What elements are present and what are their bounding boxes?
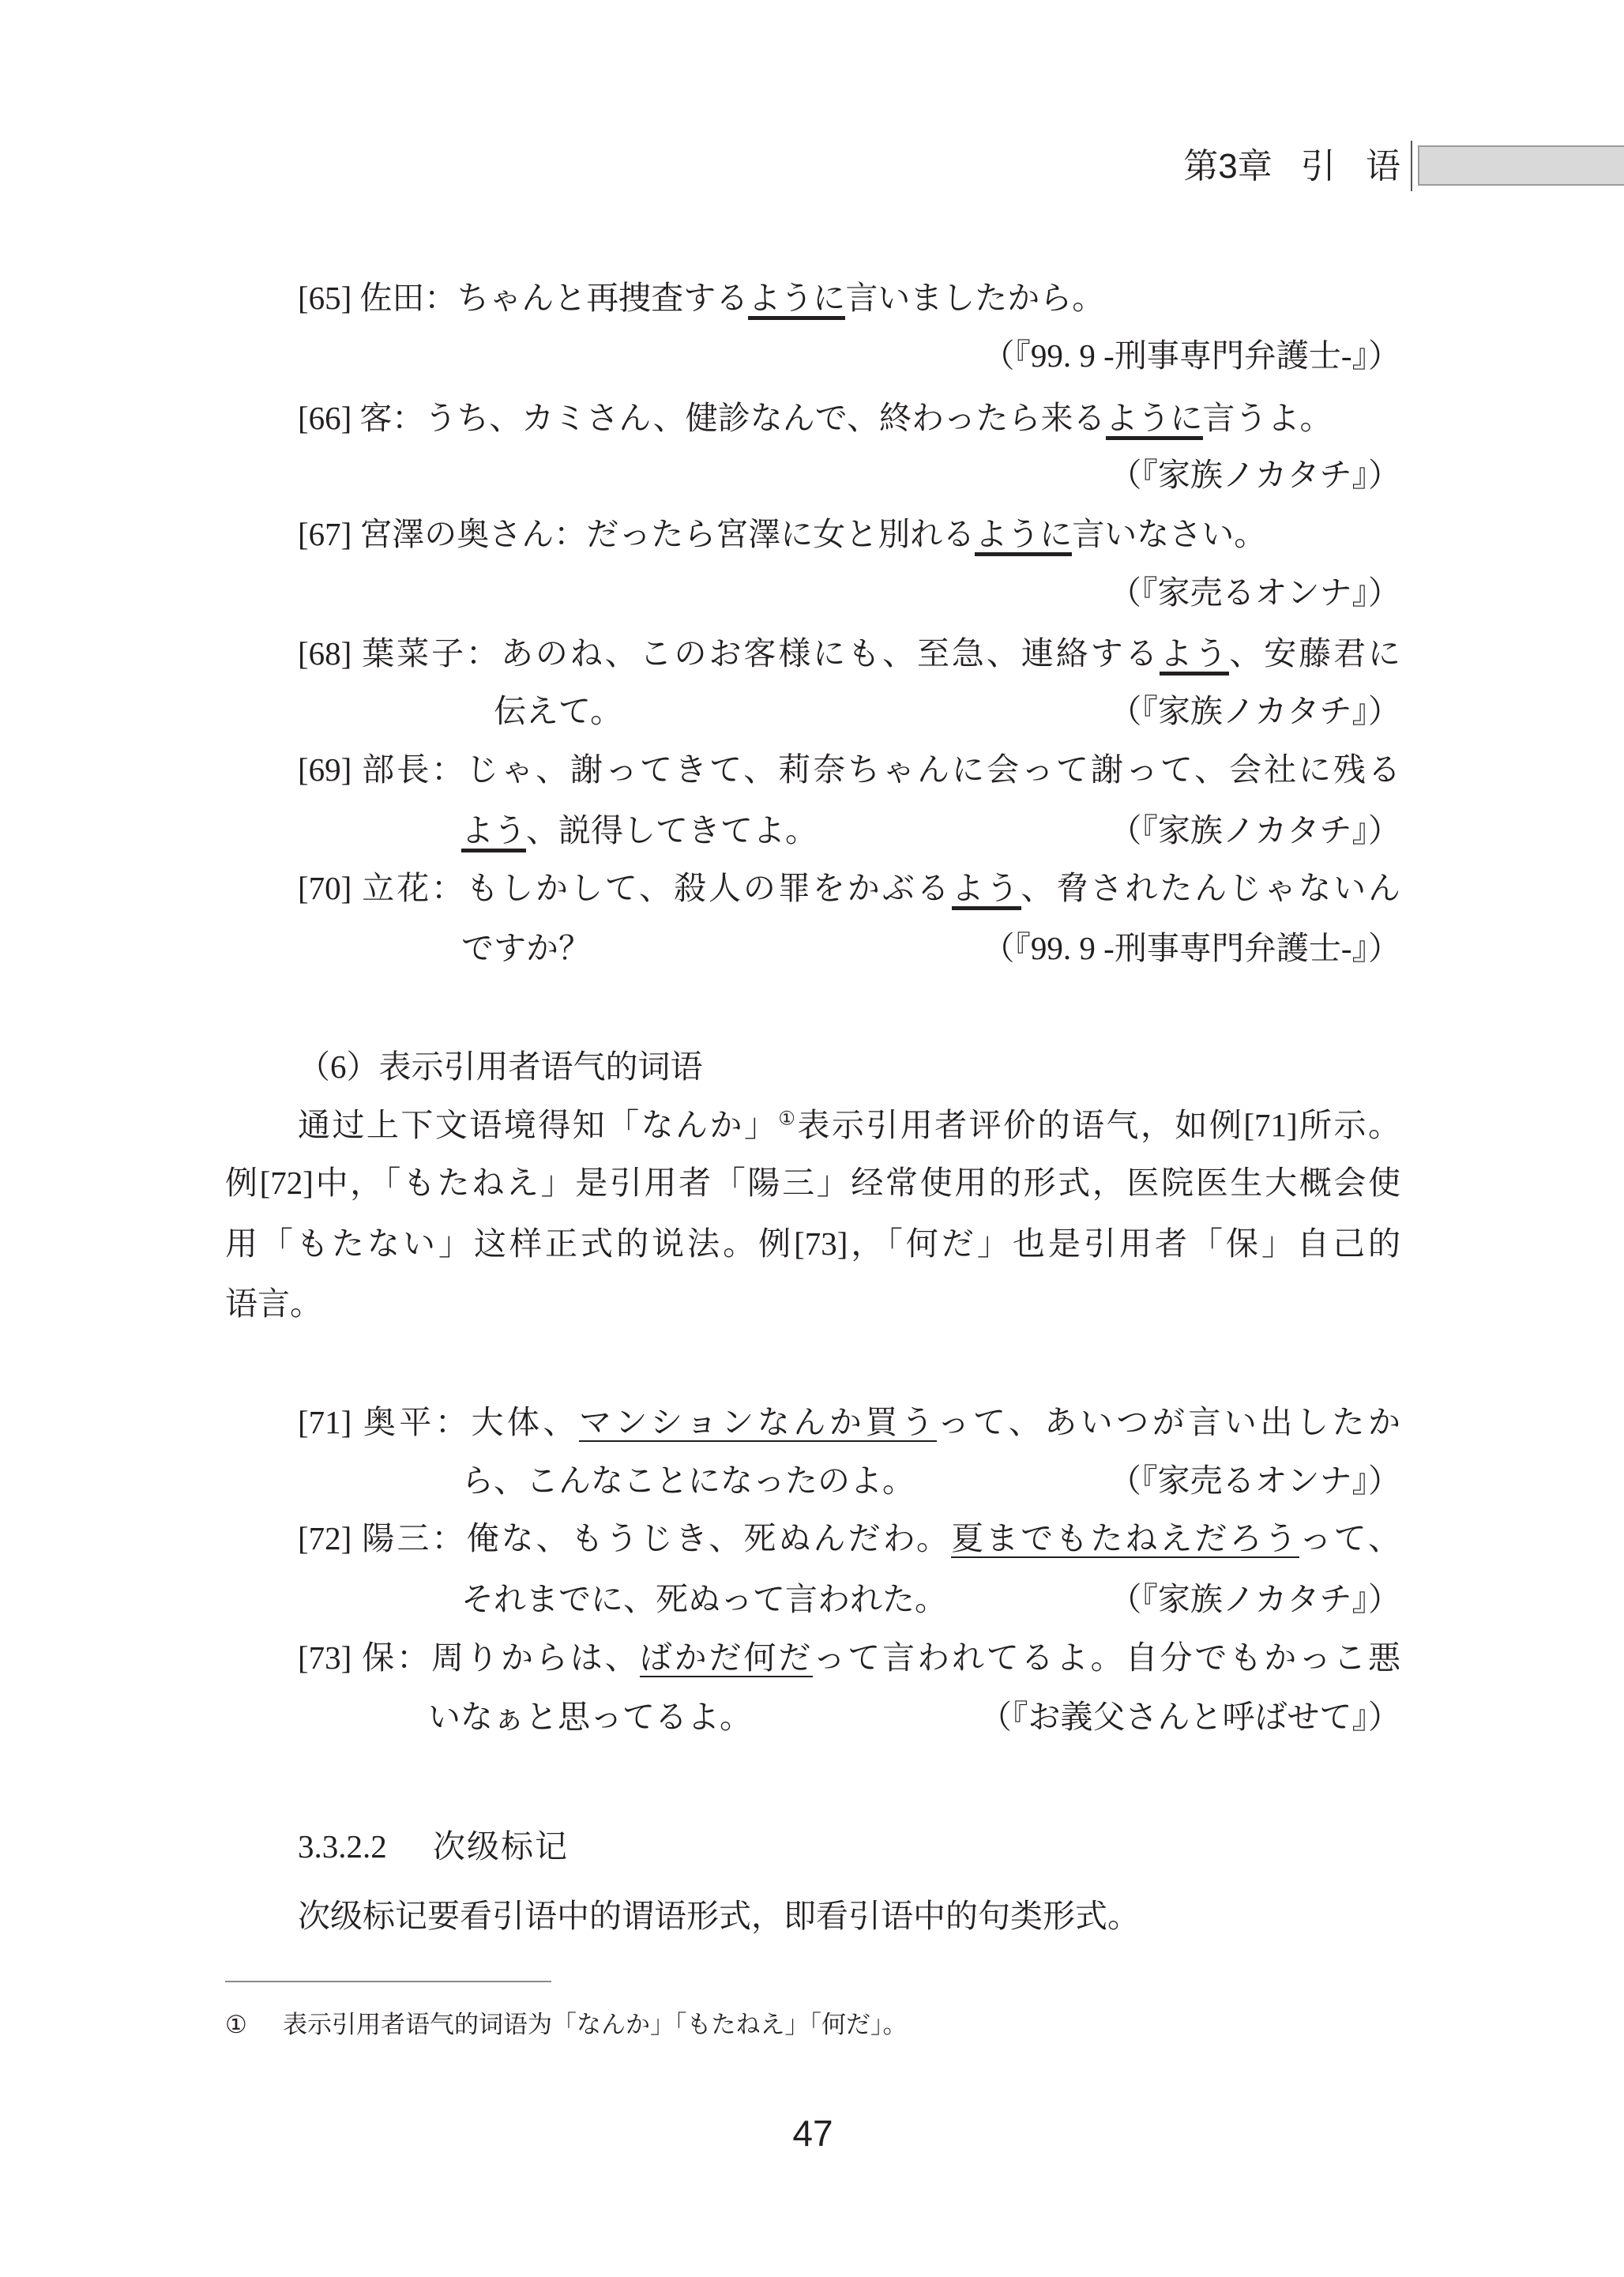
speaker: 葉菜子： (359, 635, 501, 672)
example-68-line-1 (298, 630, 1400, 677)
utterance-text: って、あいつが言い出したか (937, 1404, 1401, 1440)
source-citation: （『家族ノカタチ』） (1109, 812, 1400, 849)
example-68-line-2 (494, 687, 1400, 735)
example-69-line-1 (298, 746, 1400, 793)
example-number: [65] (298, 280, 352, 316)
example-67-source (298, 569, 1400, 616)
example-73-line-2 (428, 1693, 1400, 1741)
source-citation: （『家売るオンナ』） (1109, 1462, 1400, 1499)
speaker: 奥平： (359, 1404, 472, 1440)
example-number: [66] (298, 400, 352, 436)
paragraph-line-4: 语言。 (225, 1285, 322, 1322)
header-divider (1411, 141, 1412, 191)
subsection-text: 次级标记要看引语中的谓语形式，即看引语中的句类形式。 (298, 1898, 1140, 1934)
source-citation: （『99. 9 -刑事専門弁護士-』） (982, 930, 1400, 966)
utterance-text: じゃ、謝ってきて、莉奈ちゃんに会って謝って、会社に残る (466, 751, 1401, 788)
underlined-marker: ように (1106, 400, 1203, 440)
utterance-text: だったら宮澤に女と別れる (586, 516, 976, 552)
underlined-marker: よう (952, 870, 1021, 910)
example-number: [70] (298, 870, 352, 906)
underlined-marker: 夏までもたねえだろう (951, 1520, 1299, 1556)
example-66-line-1 (298, 394, 1400, 442)
speaker: 佐田： (359, 280, 457, 316)
subsection-number: 3.3.2.2 (298, 1828, 387, 1865)
utterance-text: 伝えて。 (494, 693, 623, 729)
footnote-marker: ① (225, 2011, 247, 2038)
utterance-text: ら、こんなことになったのよ。 (461, 1462, 915, 1499)
running-header (1183, 145, 1400, 188)
utterance-text: あのね、このお客様にも、至急、連絡する (500, 635, 1160, 672)
speaker: 客： (359, 400, 425, 436)
chapter-title: 引 语 (1300, 147, 1400, 186)
example-70-line-1 (298, 864, 1400, 912)
utterance-text: 大体、 (471, 1404, 580, 1440)
utterance-text: 俺な、もうじき、死ぬんだわ。 (466, 1520, 952, 1556)
source-citation: （『家族ノカタチ』） (1109, 1581, 1400, 1617)
example-number: [73] (298, 1639, 352, 1676)
paragraph-line-1 (298, 1101, 1400, 1149)
subsection-heading (0, 1823, 1624, 1870)
underlined-marker: よう (461, 812, 526, 852)
example-67-line-1 (298, 510, 1400, 558)
example-number: [71] (298, 1404, 352, 1440)
utterance-text: うち、カミさん、健診なんで、終わったら来る (424, 400, 1106, 436)
paragraph-line-2: 例[72]中，「もたねえ」是引用者「陽三」经常使用的形式，医院医生大概会使 (225, 1165, 1400, 1201)
underlined-marker: マンションなんか買う (579, 1404, 938, 1440)
speaker: 部長： (359, 751, 467, 788)
speaker: 立花： (359, 870, 467, 906)
utterance-text: 、説得してきてよ。 (526, 812, 818, 849)
example-69-line-2 (461, 807, 1400, 854)
utterance-text: 、脅されたんじゃないん (1021, 870, 1401, 906)
utterance-text: って言われてるよ。自分でもかっこ悪 (813, 1639, 1401, 1676)
page-number: 47 (792, 2113, 833, 2154)
example-number: [68] (298, 635, 352, 672)
utterance-text: 言いましたから。 (845, 280, 1105, 316)
source-citation: （『家族ノカタチ』） (1109, 693, 1400, 729)
utterance-text: ちゃんと再捜査する (457, 280, 749, 316)
utterance-text: それまでに、死ぬって言われた。 (461, 1581, 947, 1617)
footnote-text: 表示引用者语气的词语为「なんか」「もたねえ」「何だ」。 (283, 2011, 908, 2038)
example-65-source (298, 332, 1400, 379)
underlined-marker: ばかだ何だ (639, 1639, 814, 1676)
utterance-text: 言いなさい。 (1072, 516, 1267, 552)
example-number: [67] (298, 516, 352, 552)
speaker: 陽三： (359, 1520, 467, 1556)
underlined-marker: ように (748, 280, 845, 320)
underlined-marker: よう (1160, 635, 1229, 676)
source-citation: （『お義父さんと呼ばせて』） (979, 1699, 1400, 1735)
example-number: [69] (298, 751, 352, 788)
header-decoration-bar (1418, 145, 1624, 186)
example-70-line-2 (461, 924, 1400, 972)
example-72-line-1 (298, 1515, 1400, 1562)
utterance-text: 、安藤君に (1229, 635, 1401, 672)
utterance-line (461, 807, 818, 854)
paragraph-line-3: 用「もたない」这样正式的说法。例[73]，「何だ」也是引用者「保」自己的 (225, 1225, 1400, 1262)
source-citation: （『家売るオンナ』） (1109, 574, 1400, 611)
utterance-text: 周りからは、 (431, 1639, 640, 1676)
utterance-text: って、 (1299, 1520, 1401, 1556)
speaker: 宮澤の奥さん： (359, 516, 587, 552)
example-65-line-1 (298, 274, 1400, 322)
section-heading: （6）表示引用者语气的词语 (298, 1048, 703, 1085)
underlined-marker: ように (975, 516, 1072, 556)
example-72-line-2 (461, 1575, 1400, 1623)
example-71-line-2 (461, 1457, 1400, 1504)
example-number: [72] (298, 1520, 352, 1556)
footnote-divider (225, 1981, 551, 1982)
source-citation: （『99. 9 -刑事専門弁護士-』） (982, 337, 1400, 374)
speaker: 保： (359, 1639, 432, 1676)
utterance-text: いなぁと思ってるよ。 (428, 1699, 752, 1735)
subsection-title: 次级标记 (433, 1828, 569, 1865)
utterance-text: ですか？ (461, 930, 591, 966)
utterance-text: 言うよ。 (1202, 400, 1333, 436)
chapter-number: 第3章 (1183, 147, 1273, 186)
example-66-source (298, 451, 1400, 499)
source-citation: （『家族ノカタチ』） (1109, 457, 1400, 493)
footnote-reference: ① (778, 1108, 798, 1130)
utterance-text: もしかして、殺人の罪をかぶる (466, 870, 952, 906)
example-73-line-1 (298, 1634, 1400, 1681)
paragraph-text: 表示引用者评价的语气，如例[71]所示。 (797, 1107, 1401, 1143)
paragraph-text: 通过上下文语境得知「なんか」 (298, 1107, 779, 1143)
example-71-line-1 (298, 1398, 1400, 1446)
